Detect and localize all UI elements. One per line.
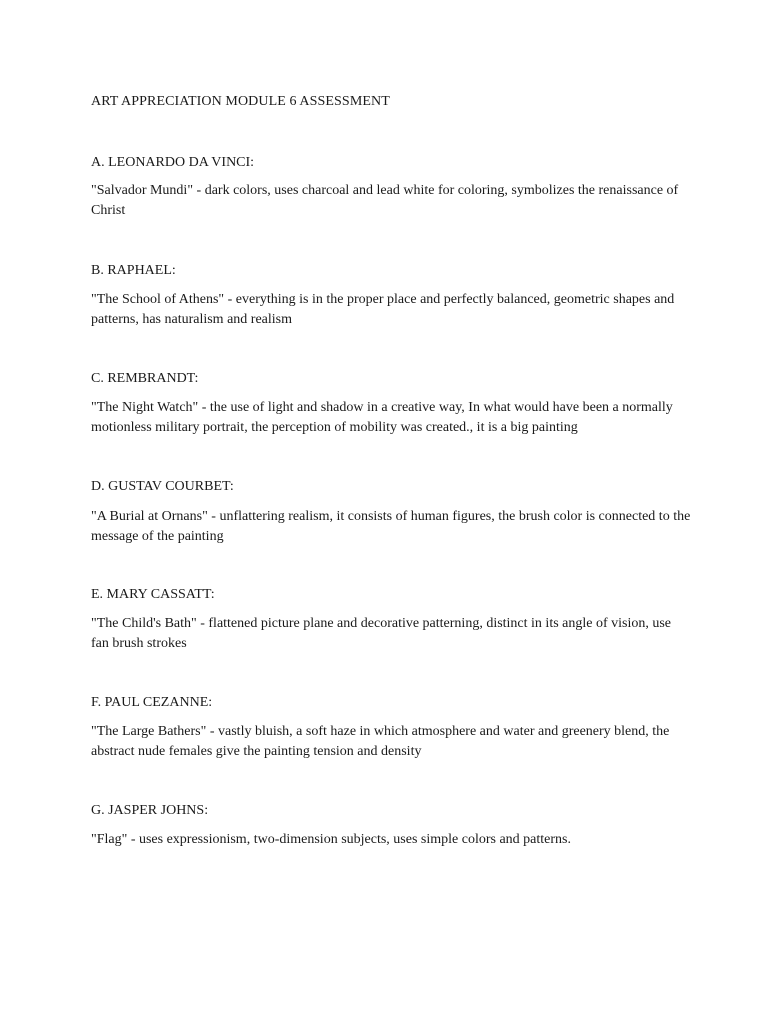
section-heading: G. JASPER JOHNS:: [91, 803, 209, 818]
section-heading: D. GUSTAV COURBET:: [91, 479, 234, 494]
document-title: ART APPRECIATION MODULE 6 ASSESSMENT: [91, 94, 390, 109]
section-text: "Flag" - uses expressionism, two-dimension subjects, uses simple colors and patterns.: [91, 832, 571, 847]
section-text: "A Burial at Ornans" - unflattering realism, it consists of human figures, the brush color is connected to the message of the painting: [91, 509, 691, 544]
section-text: "The School of Athens" - everything is in the proper place and perfectly balanced, geometric shapes and patterns, has naturalism and realism: [91, 292, 675, 327]
section-text: "The Large Bathers" - vastly bluish, a soft haze in which atmosphere and water and greenery blend, the abstract nude females give the painting tension and density: [91, 724, 670, 759]
section-heading: F. PAUL CEZANNE:: [91, 695, 213, 710]
section-heading: A. LEONARDO DA VINCI:: [91, 155, 255, 170]
section-text: "The Night Watch" - the use of light and shadow in a creative way, In what would have been a normally motionless military portrait, the perception of mobility was created., it is a big painting: [91, 400, 673, 435]
section-heading: C. REMBRANDT:: [91, 371, 199, 386]
section-text: "The Child's Bath" - flattened picture plane and decorative patterning, distinct in its angle of vision, use fan brush strokes: [91, 616, 672, 651]
section-heading: B. RAPHAEL:: [91, 263, 176, 278]
section-heading: E. MARY CASSATT:: [91, 587, 215, 602]
section-text: "Salvador Mundi" - dark colors, uses charcoal and lead white for coloring, symbolizes the renaissance of Christ: [91, 183, 679, 218]
